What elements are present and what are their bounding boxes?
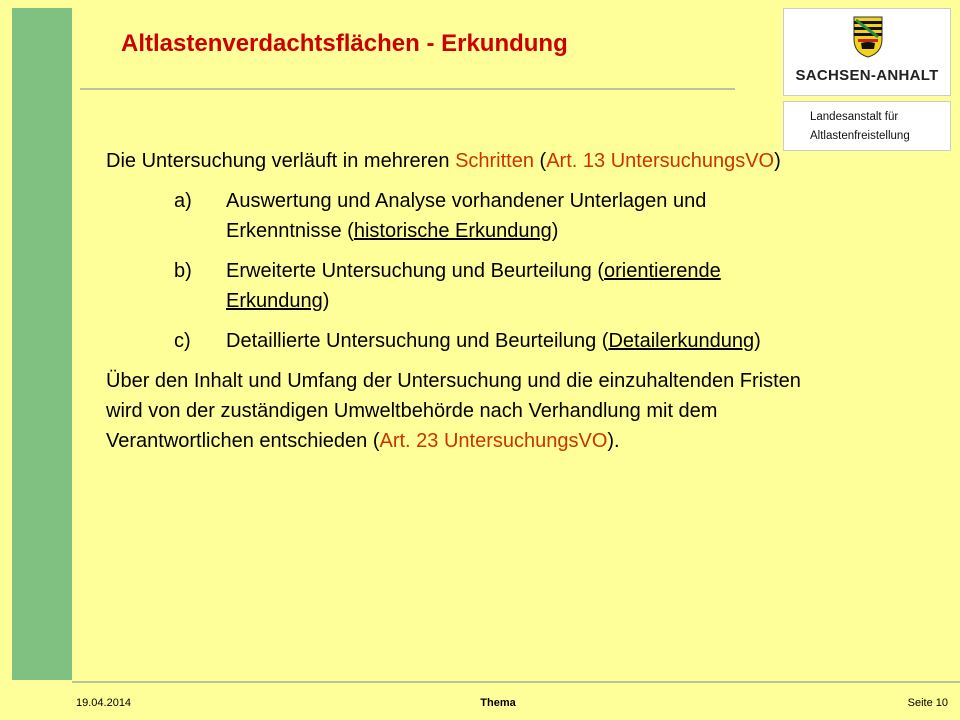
list-item-text: Auswertung und Analyse vorhandener Unterlagen und Erkenntnisse ( — [226, 190, 707, 242]
closing-article-reference: Art. 23 UntersuchungsVO — [379, 430, 608, 452]
closing-paragraph — [106, 366, 826, 456]
closing-end: ). — [607, 430, 620, 452]
footer-topic: Thema — [480, 697, 516, 709]
sidebar-accent-bar — [12, 8, 72, 680]
list-item-label: b) — [174, 260, 192, 282]
intro-paren-close: ) — [774, 150, 781, 172]
footer-divider — [72, 681, 960, 683]
list-item-term: orientierende Erkundung — [226, 260, 721, 312]
footer-page-number: Seite 10 — [907, 697, 948, 709]
intro-paren-open: ( — [534, 150, 547, 172]
intro-text: Die Untersuchung verläuft in mehreren — [106, 150, 456, 172]
institute-line-1: Landesanstalt für — [810, 111, 899, 123]
list-item-a — [106, 186, 826, 246]
state-logo — [783, 8, 951, 96]
title-divider — [80, 88, 735, 90]
intro-paragraph — [106, 146, 826, 176]
list-item-end: ) — [754, 330, 761, 352]
footer-date: 19.04.2014 — [76, 697, 132, 709]
list-item-c — [106, 326, 826, 356]
list-item-end: ) — [551, 220, 559, 242]
list-item-label: c) — [174, 330, 191, 352]
intro-steps-reference: Schritten — [455, 150, 534, 172]
coat-of-arms-icon — [852, 15, 884, 59]
list-item-end: ) — [322, 290, 330, 312]
state-name: SACHSEN-ANHALT — [795, 67, 939, 84]
list-item-b — [106, 256, 826, 316]
closing-text: Über den Inhalt und Umfang der Untersuchung und die einzuhaltenden Fristen wird von der zuständigen Umweltbehörde nach Verhandlung mit dem Verantwortlichen entschieden ( — [106, 370, 801, 452]
list-item-label: a) — [174, 190, 192, 212]
institute-line-2: Altlastenfreistellung — [810, 130, 910, 142]
slide-title: Altlastenverdachtsflächen - Erkundung — [121, 30, 568, 57]
institute-box — [783, 101, 951, 151]
slide-body — [106, 146, 826, 466]
list-item-term: historische Erkundung — [353, 220, 552, 242]
list-item-term: Detailerkundung — [608, 330, 755, 352]
list-item-text: Erweiterte Untersuchung und Beurteilung ( — [226, 260, 604, 282]
list-item-text: Detaillierte Untersuchung und Beurteilung ( — [226, 330, 609, 352]
intro-article-reference: Art. 13 UntersuchungsVO — [546, 150, 775, 172]
